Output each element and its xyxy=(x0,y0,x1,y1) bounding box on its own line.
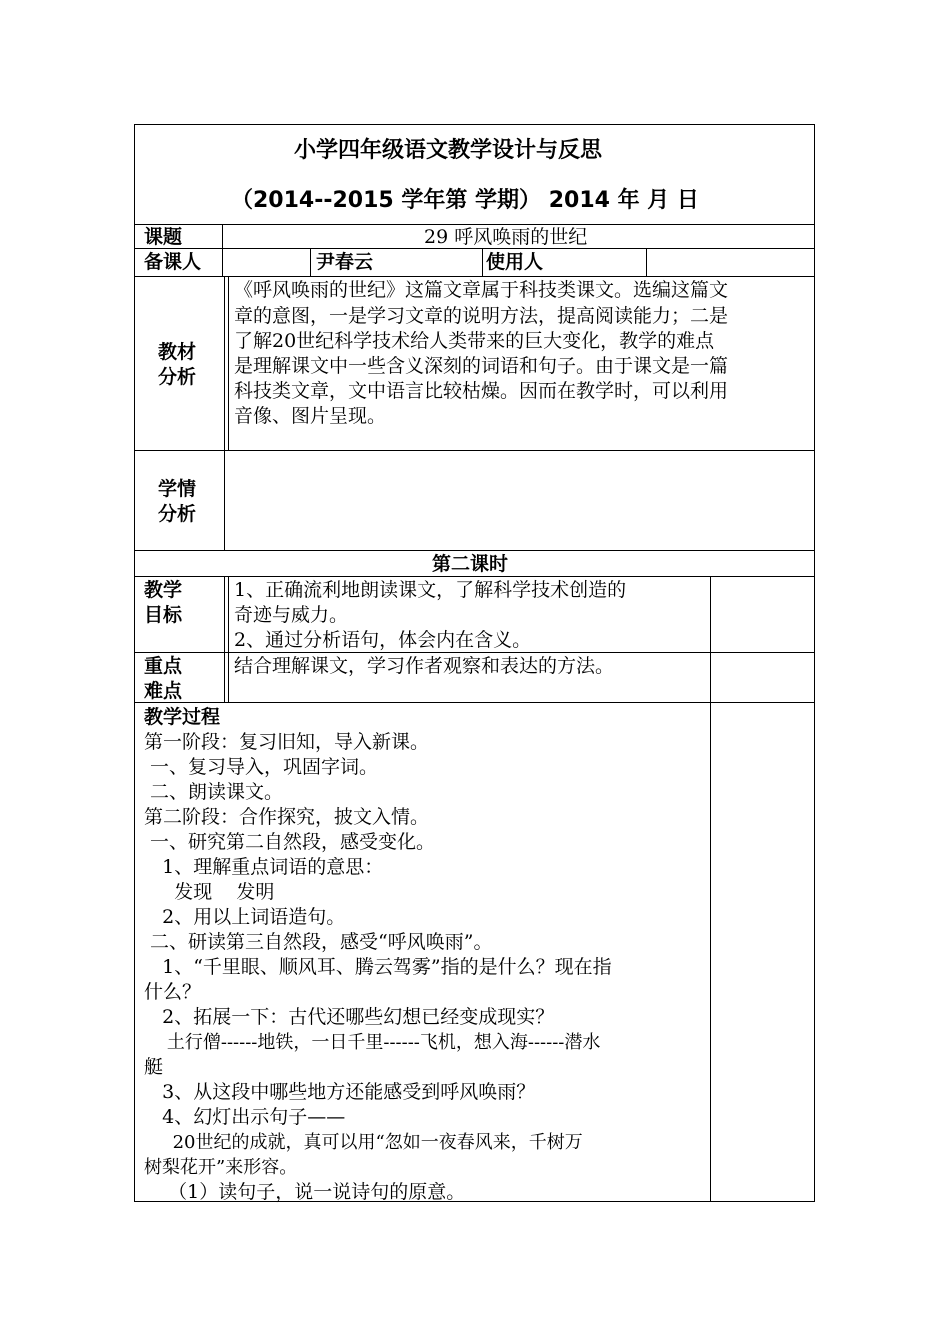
process-line: 一、复习导入，巩固字词。 xyxy=(144,756,379,778)
process-line: 土行僧------地铁，一日千里------飞机，想入海------潜水 xyxy=(144,1032,601,1053)
student-label-line1: 学情 xyxy=(158,478,197,500)
process-line: 3、从这段中哪些地方还能感受到呼风唤雨？ xyxy=(144,1081,536,1103)
preparer-value: 尹春云 xyxy=(316,251,374,273)
goals-label-line1: 教学 xyxy=(144,579,183,601)
process-line: 第一阶段：复习旧知，导入新课。 xyxy=(144,731,430,753)
process-line: 4、幻灯出示句子—— xyxy=(144,1106,346,1128)
user-label: 使用人 xyxy=(486,251,544,273)
material-line: 音像、图片呈现。 xyxy=(234,405,387,427)
process-line: 一、研究第二自然段，感受变化。 xyxy=(144,831,436,853)
goal-line: 1、正确流利地朗读课文，了解科学技术创造的 xyxy=(234,579,627,601)
document-page xyxy=(134,124,815,1202)
material-label-line1: 教材 xyxy=(158,341,197,363)
material-label-line2: 分析 xyxy=(158,366,197,388)
material-line: 《呼风唤雨的世纪》这篇文章属于科技类课文。选编这篇文 xyxy=(234,279,729,301)
material-line: 是理解课文中一些含义深刻的词语和句子。由于课文是一篇 xyxy=(234,355,729,377)
process-line: 2、拓展一下：古代还哪些幻想已经变成现实？ xyxy=(144,1006,555,1028)
process-line: 二、研读第三自然段，感受“呼风唤雨”。 xyxy=(144,931,493,953)
topic-label: 课题 xyxy=(144,226,183,248)
doc-subtitle: （2014--2015 学年第 学期） 2014 年 月 日 xyxy=(231,188,699,213)
process-line: 艇 xyxy=(144,1056,164,1078)
process-line: 什么？ xyxy=(144,981,202,1003)
process-heading: 教学过程 xyxy=(144,706,221,728)
keypoints-text: 结合理解课文，学习作者观察和表达的方法。 xyxy=(234,655,615,677)
process-line: 二、朗读课文。 xyxy=(144,781,284,803)
process-line: 1、理解重点词语的意思： xyxy=(144,856,384,878)
process-line: 第二阶段：合作探究，披文入情。 xyxy=(144,806,430,828)
topic-value: 29 呼风唤雨的世纪 xyxy=(424,226,588,248)
goal-line: 2、通过分析语句，体会内在含义。 xyxy=(234,629,532,651)
process-line: 1、“千里眼、顺风耳、腾云驾雾”指的是什么？现在指 xyxy=(144,956,612,978)
material-line: 章的意图，一是学习文章的说明方法，提高阅读能力；二是 xyxy=(234,305,729,327)
process-line: 2、用以上词语造句。 xyxy=(144,906,346,928)
goal-line: 奇迹与威力。 xyxy=(234,604,349,626)
keypoints-label-line2: 难点 xyxy=(144,680,183,702)
material-line: 科技类文章，文中语言比较枯燥。因而在教学时，可以利用 xyxy=(234,380,729,402)
process-line: 发现 发明 xyxy=(144,881,275,903)
process-line: 树梨花开”来形容。 xyxy=(144,1157,298,1178)
process-line: （1）读句子，说一说诗句的原意。 xyxy=(144,1181,466,1203)
period-heading: 第二课时 xyxy=(432,553,509,575)
material-line: 了解20世纪科学技术给人类带来的巨大变化，教学的难点 xyxy=(234,330,715,352)
preparer-label: 备课人 xyxy=(144,251,202,273)
keypoints-label-line1: 重点 xyxy=(144,655,183,677)
doc-title: 小学四年级语文教学设计与反思 xyxy=(294,138,603,163)
process-line: 20世纪的成就，真可以用“忽如一夜春风来，千树万 xyxy=(144,1132,583,1153)
goals-label-line2: 目标 xyxy=(144,604,183,626)
student-label-line2: 分析 xyxy=(158,503,197,525)
